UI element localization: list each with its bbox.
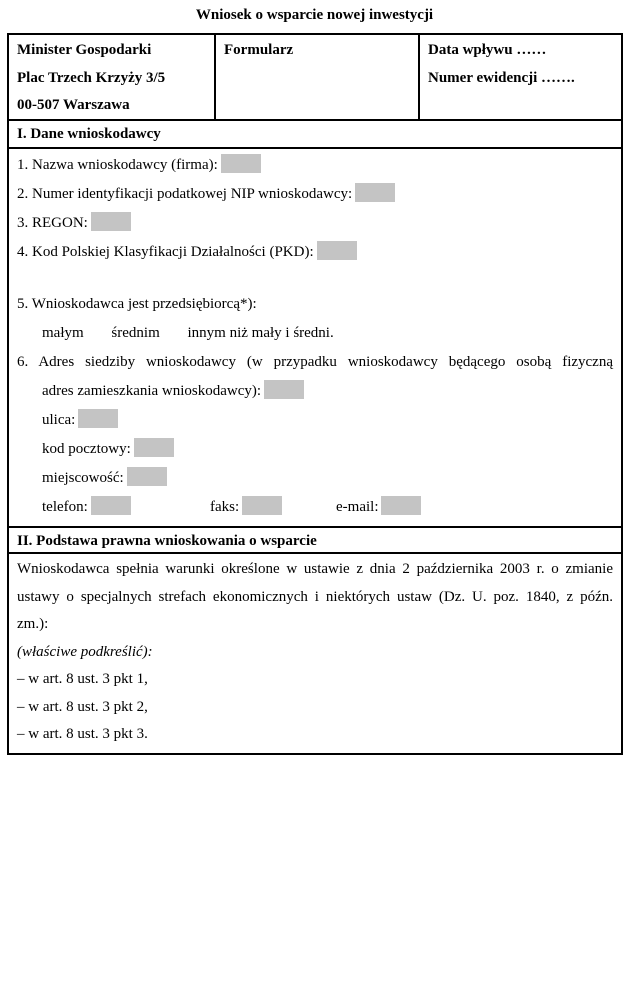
- redacted-box: [381, 496, 421, 515]
- redacted-box: [317, 241, 357, 260]
- field-enterprise-size: [17, 290, 613, 319]
- section2-body: [9, 554, 621, 753]
- field-postal-code: [17, 435, 613, 464]
- receipt-date: Data wpływu ……: [428, 42, 547, 58]
- legal-item-1[interactable]: – w art. 8 ust. 3 pkt 1,: [17, 671, 148, 687]
- field-city: [17, 464, 613, 493]
- size-option-medium[interactable]: średnim: [111, 325, 160, 341]
- ministry-name: Minister Gospodarki: [17, 42, 152, 58]
- ministry-address: [9, 35, 214, 119]
- field-label: 2. Numer identyfikacji podatkowej NIP wnioskodawcy:: [17, 186, 353, 202]
- redacted-box: [78, 409, 118, 428]
- redacted-box: [242, 496, 282, 515]
- form-frame: [7, 33, 623, 755]
- contact-fax: faks:: [210, 493, 336, 522]
- redacted-box: [221, 154, 261, 173]
- redacted-box: [355, 183, 395, 202]
- field-address-sub: [17, 377, 613, 406]
- redacted-box: [127, 467, 167, 486]
- field-label: 4. Kod Polskiej Klasyfikacji Działalności (PKD):: [17, 244, 314, 260]
- redacted-box: [134, 438, 174, 457]
- legal-basis-line1: Wnioskodawca spełnia warunki określone w ustawie z dnia 2 października 2003 r. o zmianie: [17, 561, 613, 577]
- field-street: [17, 406, 613, 435]
- underline-hint: (właściwe podkreślić):: [17, 643, 153, 660]
- field-contact: [17, 493, 613, 522]
- field-address-heading: 6. Adres siedziby wnioskodawcy (w przypadku wnioskodawcy będącego osobą fizyczną: [17, 354, 613, 370]
- field-label: ulica:: [42, 412, 76, 428]
- size-option-other[interactable]: innym niż mały i średni.: [187, 325, 334, 341]
- legal-basis-line3: zm.):: [17, 616, 49, 632]
- legal-basis-line2: ustawy o specjalnych strefach ekonomicznych i niektórych ustaw (Dz. U. poz. 1840, z późn.: [17, 588, 613, 605]
- section2-title: II. Podstawa prawna wnioskowania o wsparcie: [9, 526, 621, 554]
- receipt-cell: [418, 35, 621, 119]
- field-label: 1. Nazwa wnioskodawcy (firma):: [17, 157, 218, 173]
- form-label: Formularz: [224, 42, 294, 58]
- section1-title: I. Dane wnioskodawcy: [9, 121, 621, 149]
- legal-item-3[interactable]: – w art. 8 ust. 3 pkt 3.: [17, 726, 148, 742]
- form-label-cell: [214, 35, 418, 119]
- field-label: adres zamieszkania wnioskodawcy):: [42, 383, 262, 399]
- field-company-name: [17, 151, 613, 180]
- field-label: miejscowość:: [42, 470, 124, 486]
- ministry-city: 00-507 Warszawa: [17, 97, 130, 113]
- field-label: 5. Wnioskodawca jest przedsiębiorcą*):: [17, 296, 257, 312]
- field-nip: [17, 180, 613, 209]
- section1-body: [9, 149, 621, 526]
- header-row: [9, 35, 621, 121]
- field-label: 3. REGON:: [17, 215, 88, 231]
- redacted-box: [91, 496, 131, 515]
- document-title: Wniosek o wsparcie nowej inwestycji: [195, 7, 434, 23]
- contact-email: e-mail:: [336, 493, 421, 522]
- contact-phone: telefon:: [42, 493, 210, 522]
- legal-item-2[interactable]: – w art. 8 ust. 3 pkt 2,: [17, 698, 148, 715]
- redacted-box: [264, 380, 304, 399]
- receipt-number: Numer ewidencji …….: [428, 69, 575, 86]
- field-pkd: [17, 238, 613, 267]
- redacted-box: [91, 212, 131, 231]
- enterprise-size-options: [17, 319, 613, 348]
- ministry-street: Plac Trzech Krzyży 3/5: [17, 69, 166, 86]
- size-option-small[interactable]: małym: [42, 325, 84, 341]
- field-label: kod pocztowy:: [42, 441, 131, 457]
- field-regon: [17, 209, 613, 238]
